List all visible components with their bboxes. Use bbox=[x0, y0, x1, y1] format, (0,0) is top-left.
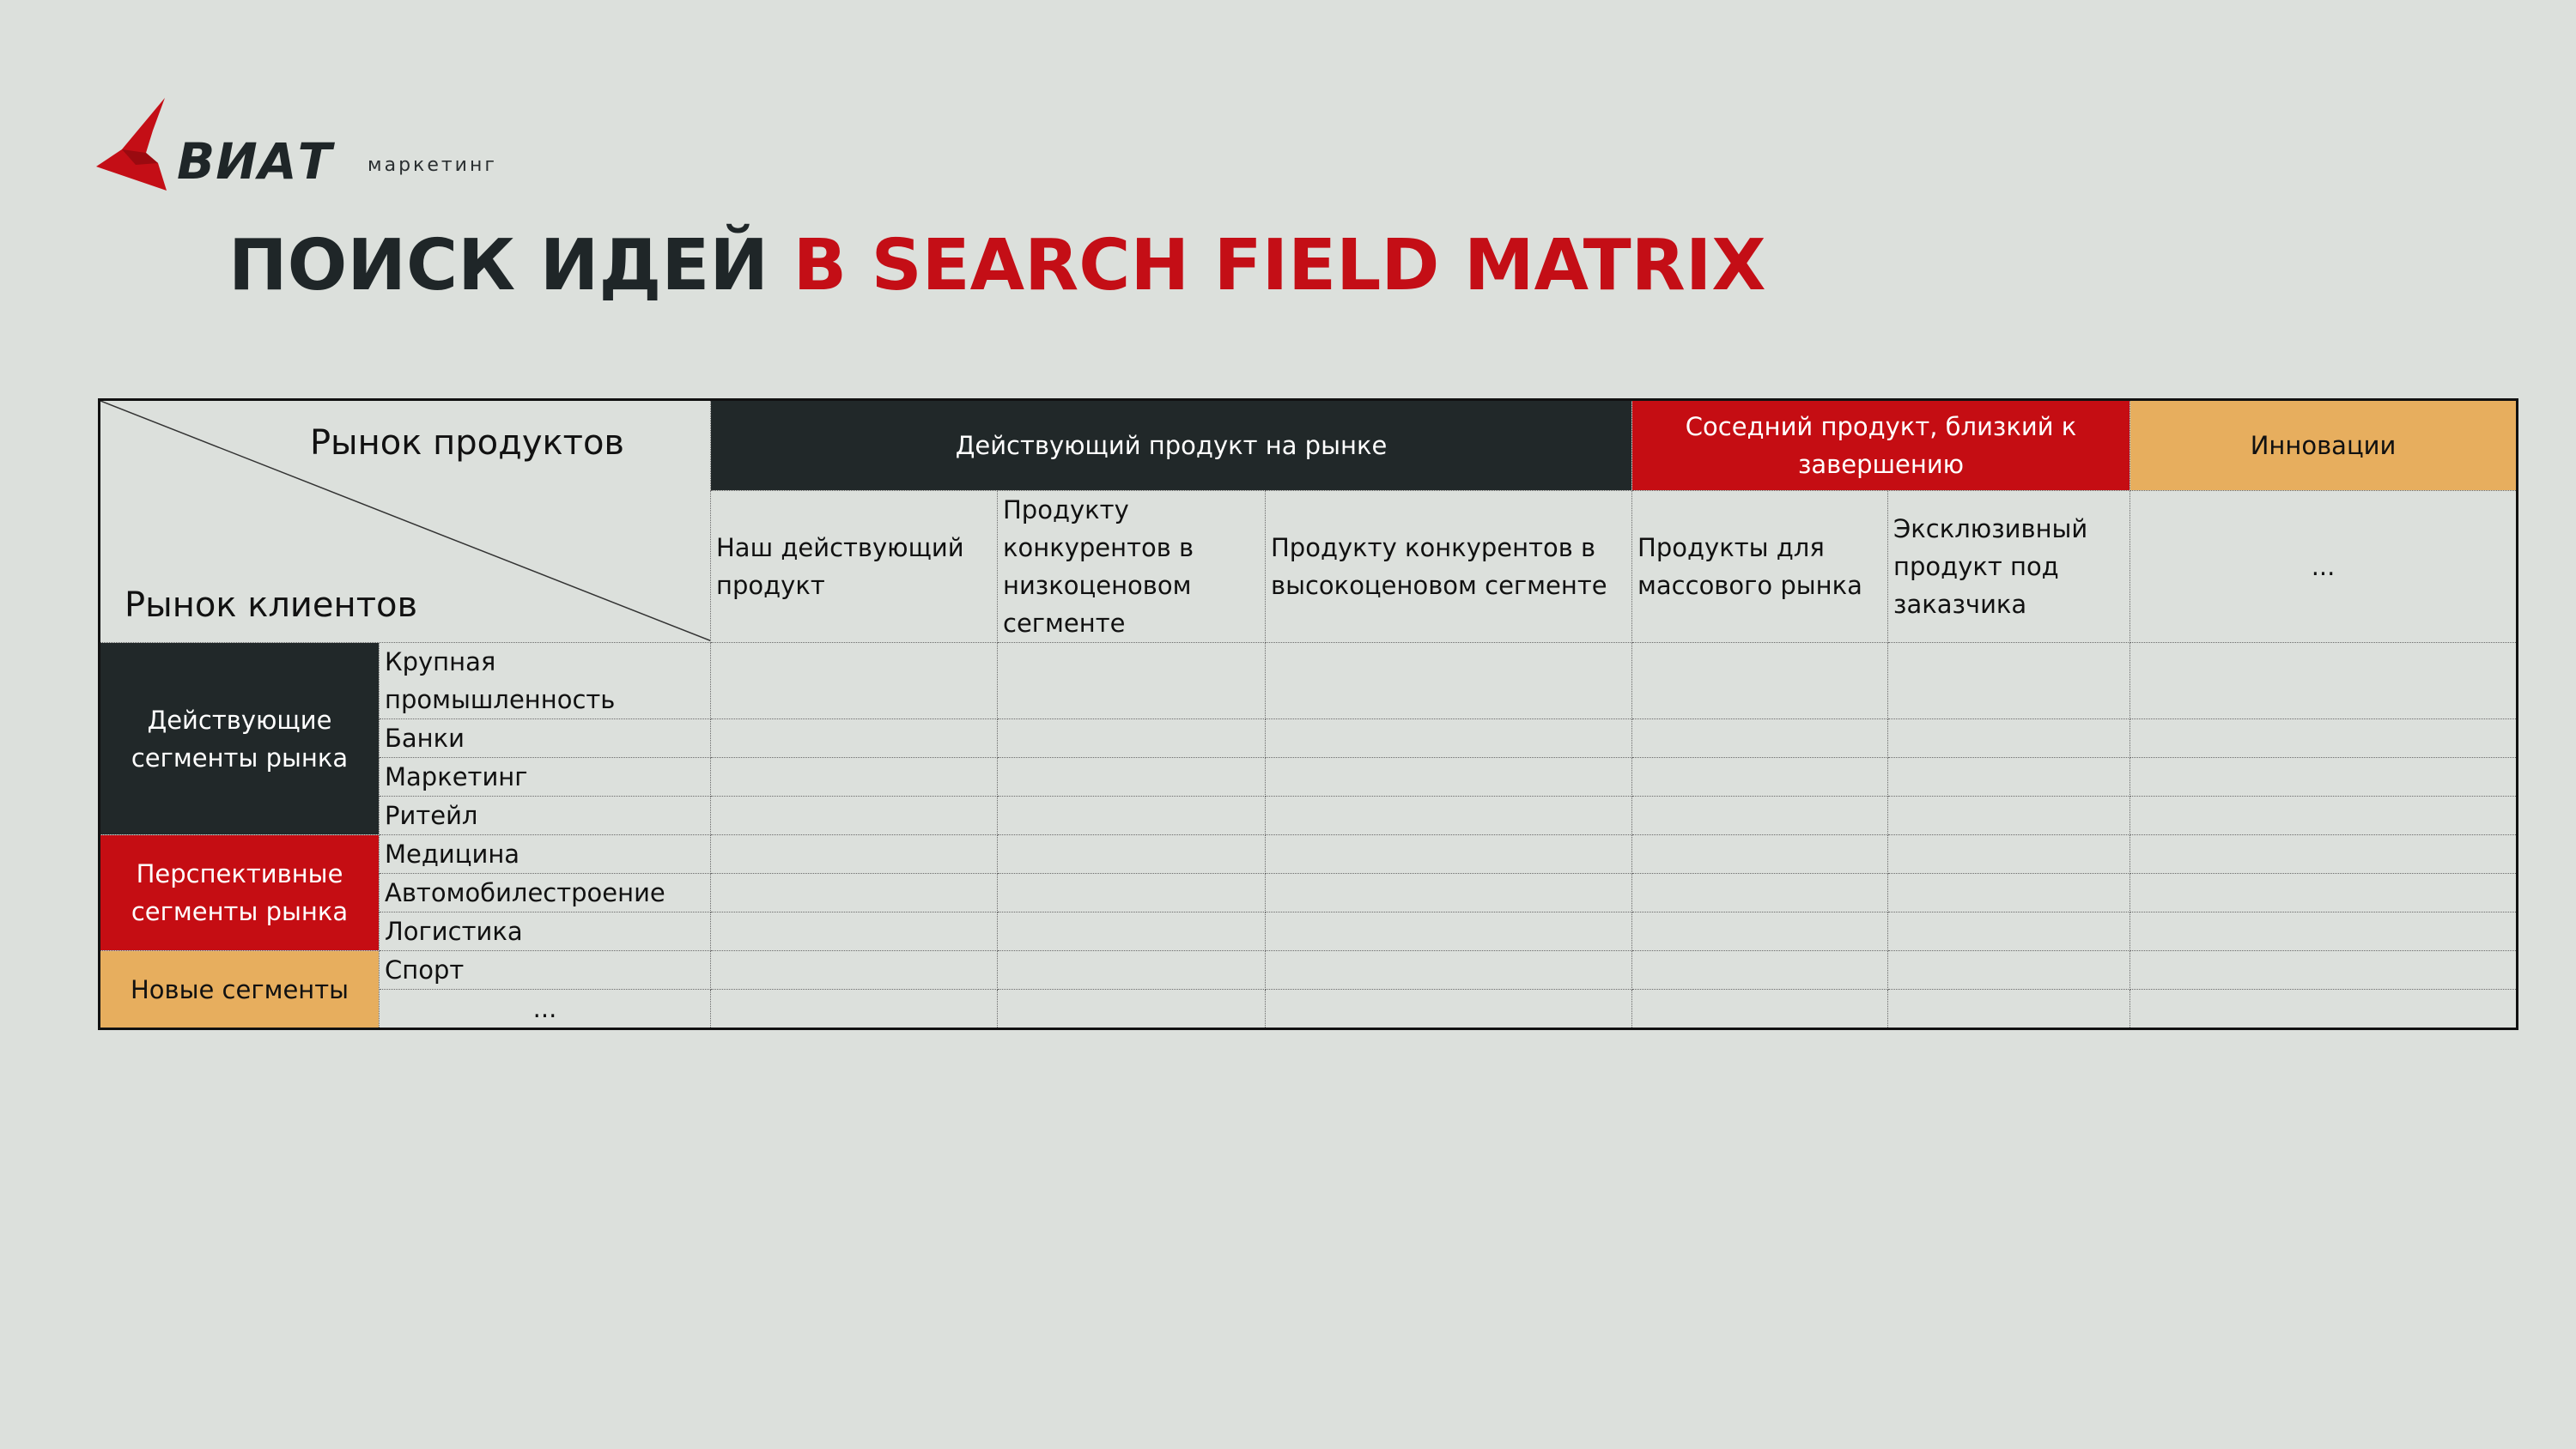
matrix-cell bbox=[998, 951, 1266, 990]
matrix-cell bbox=[1632, 643, 1888, 719]
matrix-cell bbox=[2130, 912, 2518, 951]
row-label-automotive: Автомобилестроение bbox=[380, 874, 711, 912]
matrix-cell bbox=[998, 912, 1266, 951]
matrix-cell bbox=[711, 990, 998, 1029]
matrix-cell bbox=[998, 835, 1266, 874]
logo-wordmark: ВИАТ bbox=[177, 132, 333, 191]
column-header-mass-market: Продукты для массового рынка bbox=[1632, 491, 1888, 643]
row-label-more: ... bbox=[380, 990, 711, 1029]
column-header-competitors-low: Продукту конкурентов в низкоценовом сегменте bbox=[998, 491, 1266, 643]
matrix-cell bbox=[998, 797, 1266, 835]
matrix-cell bbox=[711, 719, 998, 758]
group-header-innovations: Инновации bbox=[2130, 400, 2518, 491]
matrix-cell bbox=[1888, 912, 2130, 951]
matrix-cell bbox=[1888, 990, 2130, 1029]
matrix-cell bbox=[2130, 719, 2518, 758]
matrix-cell bbox=[998, 990, 1266, 1029]
group-header-current-product: Действующий продукт на рынке bbox=[711, 400, 1632, 491]
corner-product-market: Рынок продуктов bbox=[309, 423, 624, 463]
page-title-dark: ПОИСК ИДЕЙ bbox=[228, 225, 793, 306]
matrix-cell bbox=[2130, 797, 2518, 835]
matrix-cell bbox=[1266, 797, 1632, 835]
matrix-cell bbox=[1888, 797, 2130, 835]
matrix-cell bbox=[1888, 835, 2130, 874]
segment-current: Действующие сегменты рынка bbox=[100, 643, 380, 835]
row-label-sport: Спорт bbox=[380, 951, 711, 990]
matrix-cell bbox=[1266, 758, 1632, 797]
matrix-cell bbox=[998, 874, 1266, 912]
matrix-cell bbox=[2130, 874, 2518, 912]
matrix-cell bbox=[1888, 643, 2130, 719]
matrix-cell bbox=[1266, 719, 1632, 758]
matrix-cell bbox=[711, 643, 998, 719]
page-title bbox=[228, 225, 1766, 306]
matrix-cell bbox=[1888, 874, 2130, 912]
matrix-cell bbox=[1632, 797, 1888, 835]
column-header-competitors-high: Продукту конкурентов в высокоценовом сегменте bbox=[1266, 491, 1632, 643]
matrix-cell bbox=[1888, 758, 2130, 797]
matrix-cell bbox=[1266, 912, 1632, 951]
corner-client-market: Рынок клиентов bbox=[125, 585, 418, 625]
matrix-cell bbox=[1266, 951, 1632, 990]
matrix-cell bbox=[711, 758, 998, 797]
matrix-cell bbox=[2130, 758, 2518, 797]
segment-prospective: Перспективные сегменты рынка bbox=[100, 835, 380, 951]
matrix-cell bbox=[1632, 719, 1888, 758]
row-label-banks: Банки bbox=[380, 719, 711, 758]
matrix-cell bbox=[998, 719, 1266, 758]
row-label-industry: Крупная промышленность bbox=[380, 643, 711, 719]
matrix-cell bbox=[1266, 990, 1632, 1029]
logo-bolt-icon bbox=[96, 96, 182, 199]
matrix-cell bbox=[1632, 951, 1888, 990]
matrix-cell bbox=[1632, 990, 1888, 1029]
page-title-red: В SEARCH FIELD MATRIX bbox=[793, 225, 1766, 306]
matrix-cell bbox=[1888, 951, 2130, 990]
matrix-cell bbox=[2130, 835, 2518, 874]
search-field-matrix bbox=[98, 398, 2518, 1030]
column-header-more: ... bbox=[2130, 491, 2518, 643]
row-label-logistics: Логистика bbox=[380, 912, 711, 951]
row-label-retail: Ритейл bbox=[380, 797, 711, 835]
matrix-cell bbox=[998, 643, 1266, 719]
row-label-medicine: Медицина bbox=[380, 835, 711, 874]
matrix-cell bbox=[1266, 835, 1632, 874]
matrix-cell bbox=[2130, 990, 2518, 1029]
matrix-cell bbox=[1632, 758, 1888, 797]
matrix-cell bbox=[1632, 835, 1888, 874]
matrix-cell bbox=[2130, 951, 2518, 990]
matrix-cell bbox=[998, 758, 1266, 797]
matrix-cell bbox=[1632, 874, 1888, 912]
matrix-cell bbox=[1632, 912, 1888, 951]
matrix-cell bbox=[711, 835, 998, 874]
matrix-cell bbox=[711, 874, 998, 912]
matrix-cell bbox=[2130, 643, 2518, 719]
logo bbox=[96, 96, 543, 199]
segment-new: Новые сегменты bbox=[100, 951, 380, 1029]
row-label-marketing: Маркетинг bbox=[380, 758, 711, 797]
group-header-adjacent-product: Соседний продукт, близкий к завершению bbox=[1632, 400, 2130, 491]
column-header-exclusive: Эксклюзивный продукт под заказчика bbox=[1888, 491, 2130, 643]
matrix-corner-cell bbox=[100, 400, 711, 643]
matrix-cell bbox=[1266, 874, 1632, 912]
matrix-cell bbox=[711, 797, 998, 835]
matrix-cell bbox=[711, 912, 998, 951]
matrix-cell bbox=[711, 951, 998, 990]
matrix-cell bbox=[1888, 719, 2130, 758]
column-header-our-product: Наш действующий продукт bbox=[711, 491, 998, 643]
matrix-cell bbox=[1266, 643, 1632, 719]
logo-subtitle: маркетинг bbox=[368, 155, 497, 176]
